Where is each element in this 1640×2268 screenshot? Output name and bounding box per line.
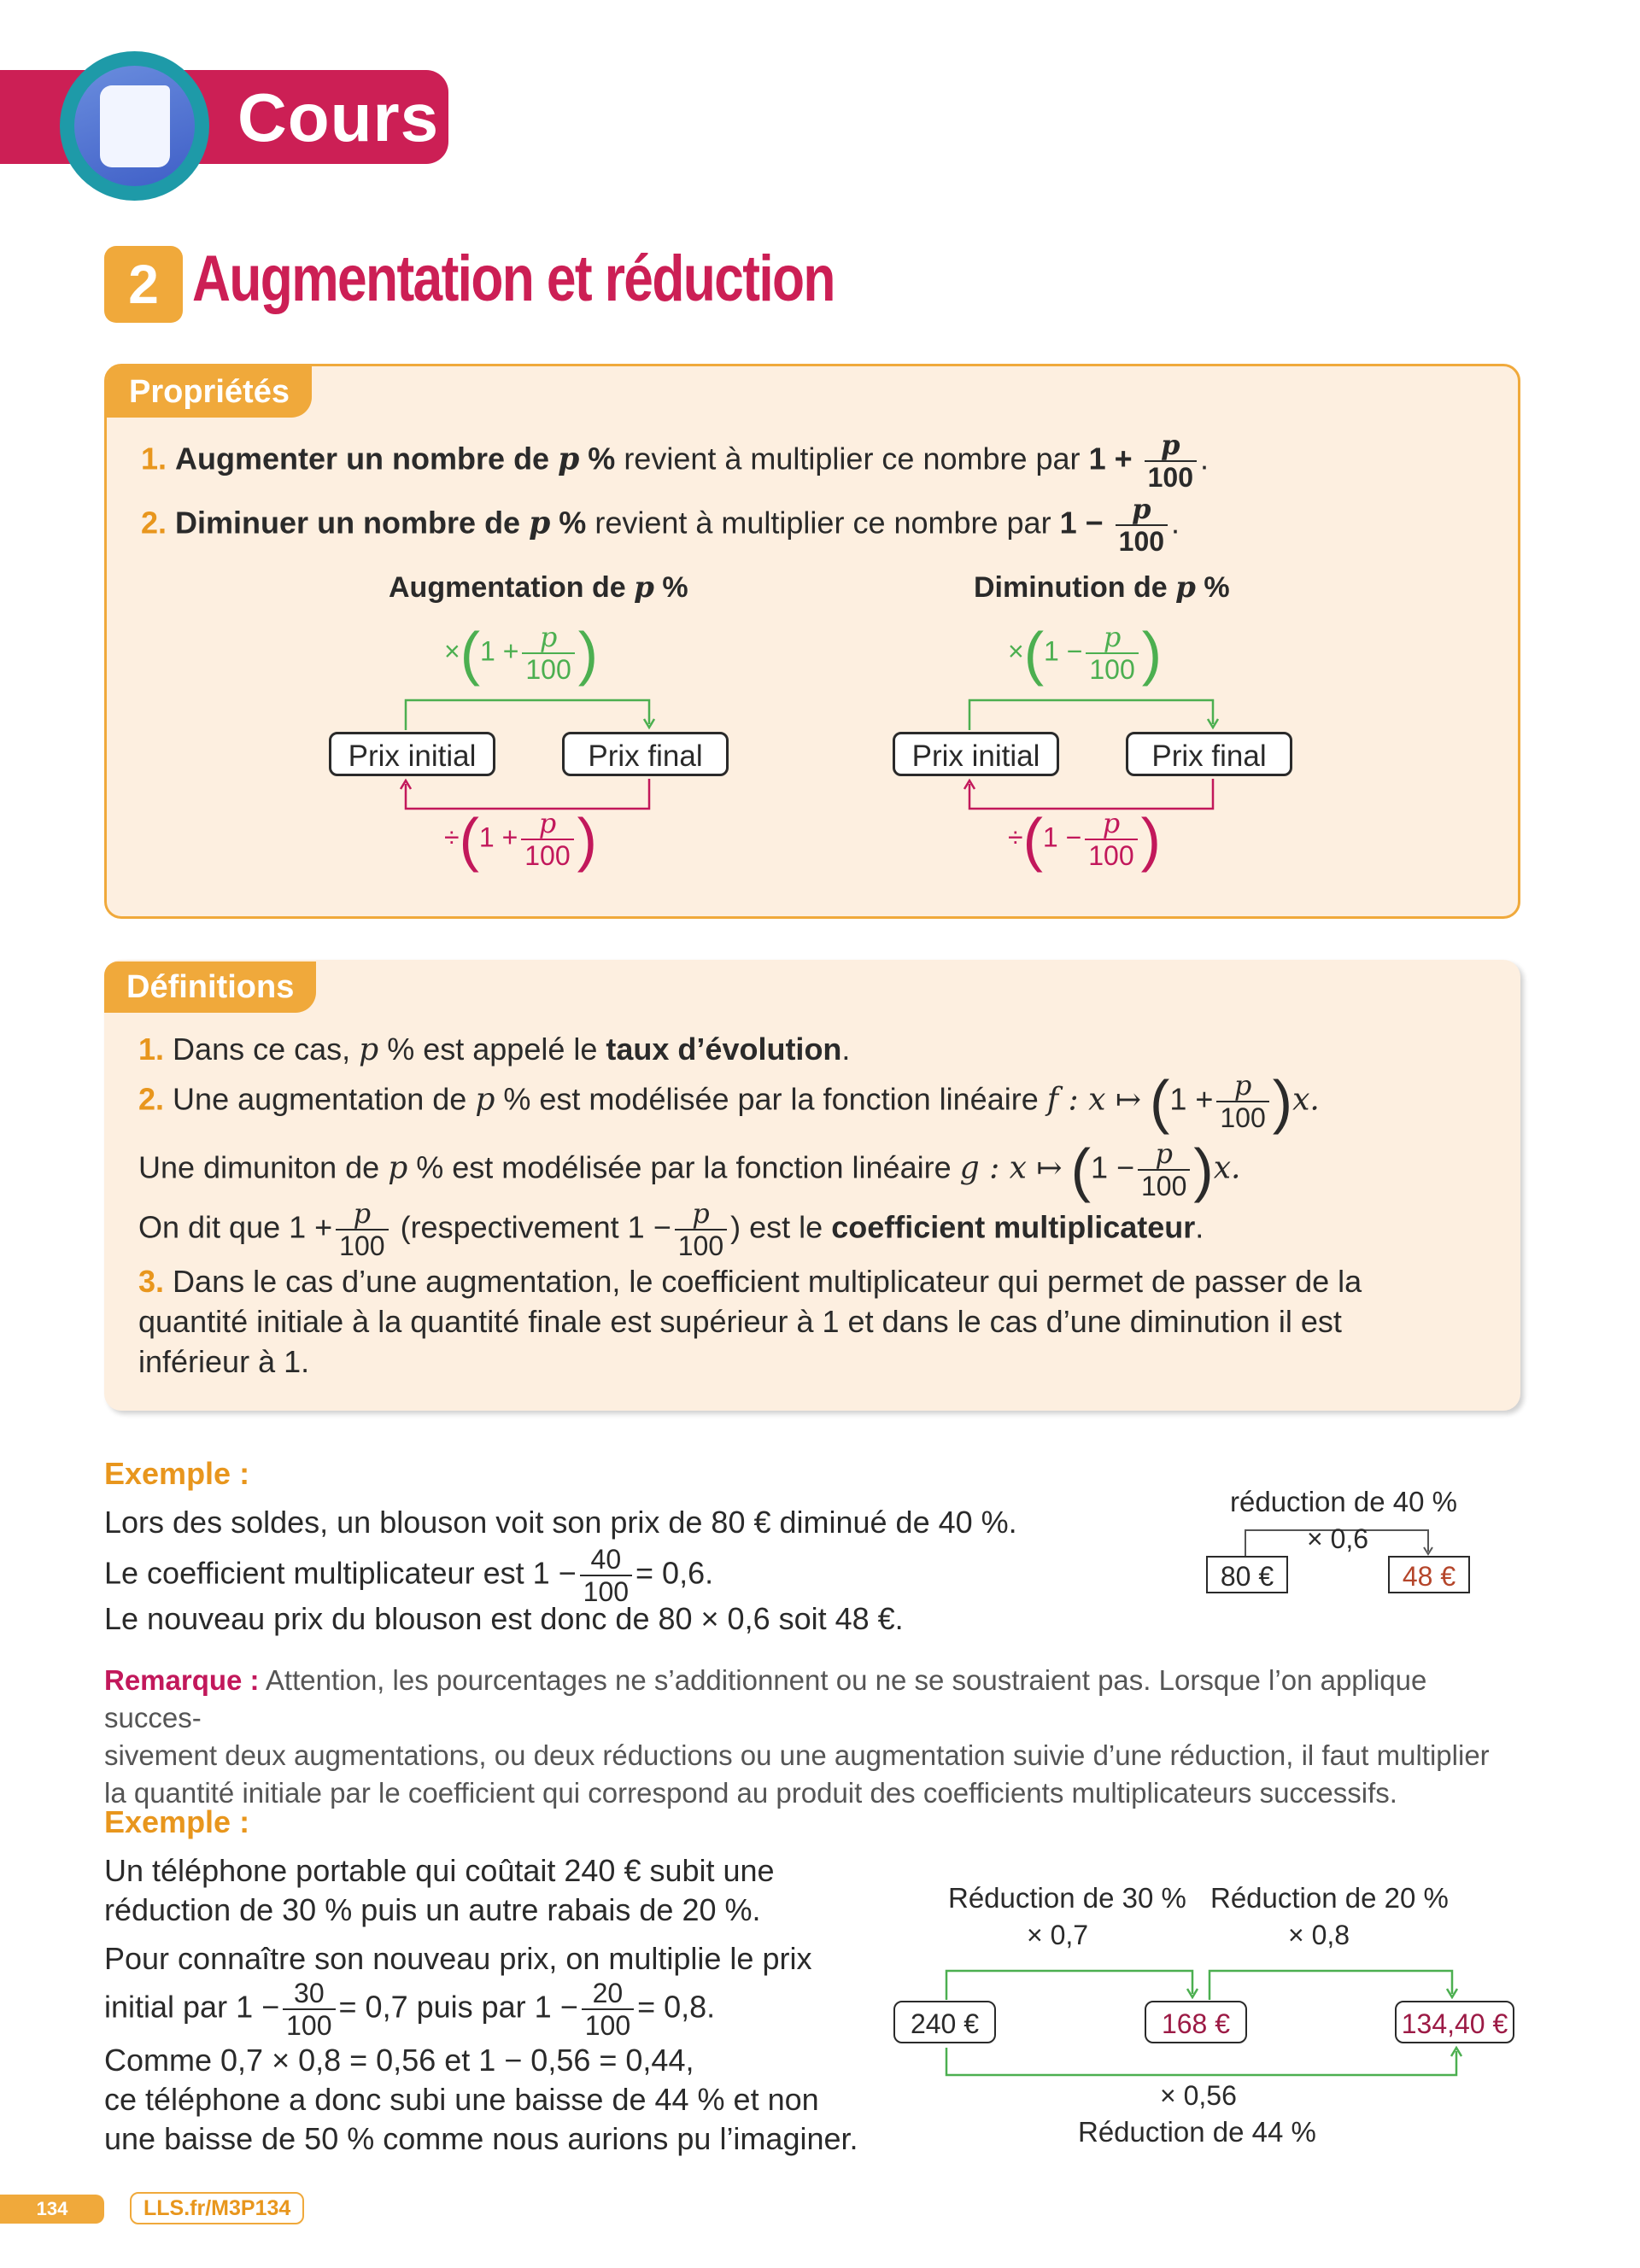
example-1-diagram-title: réduction de 40 % bbox=[1230, 1486, 1458, 1517]
augmentation-bottom-formula: ÷(1 + $\frac{p}{100}$ ) bbox=[444, 806, 597, 873]
example-2-line-3: Pour connaître son nouveau prix, on multiplie le prix bbox=[104, 1941, 812, 1976]
diminution-prix-final: Prix final bbox=[1126, 732, 1292, 776]
diminution-bottom-arrow bbox=[969, 779, 1213, 809]
example-2-box-168: 168 € bbox=[1145, 2001, 1247, 2043]
diminution-top-arrow bbox=[969, 700, 1213, 730]
definition-2c: On dit que 1 + $\frac{p}{100}$ (respectivement 1 − $\frac{p}{100}$ ) est le coefficient multiplicateur. bbox=[138, 1197, 1204, 1261]
example-2-line-7: une baisse de 50 % comme nous aurions pu l’imaginer. bbox=[104, 2121, 858, 2156]
augmentation-top-arrow bbox=[406, 700, 649, 730]
property-1: 1. Augmenter un nombre de p % revient à multiplier ce nombre par 1 + $\frac{p}{100}$ . bbox=[141, 429, 1210, 493]
augmentation-prix-final: Prix final bbox=[562, 732, 729, 776]
example-2-line-2: réduction de 30 % puis un autre rabais de 20 %. bbox=[104, 1892, 761, 1927]
cours-title: Cours bbox=[237, 79, 440, 155]
example-1-to-box: 48 € bbox=[1388, 1556, 1470, 1593]
section-title: Augmentation et réduction bbox=[192, 243, 835, 315]
example-2-box-240: 240 € bbox=[893, 2001, 996, 2043]
example-2-r1-op: × 0,7 bbox=[1027, 1920, 1089, 1950]
example-2-line-1: Un téléphone portable qui coûtait 240 € subit une bbox=[104, 1853, 775, 1888]
example-1-line-2: Le coefficient multiplicateur est 1 − $\frac{40}{100}$ = 0,6. bbox=[104, 1544, 714, 1607]
example2-arrow-2 bbox=[1210, 1971, 1452, 2000]
example2-arrow-total bbox=[946, 2048, 1456, 2075]
example-2-r2-op: × 0,8 bbox=[1288, 1920, 1350, 1950]
property-2: 2. Diminuer un nombre de p % revient à multiplier ce nombre par 1 − $\frac{p}{100}$ . bbox=[141, 493, 1180, 557]
example-2-box-13440: 134,40 € bbox=[1395, 2001, 1514, 2043]
definitions-tag: Définitions bbox=[104, 962, 316, 1013]
example-2-r1-title: Réduction de 30 % bbox=[948, 1882, 1186, 1914]
definition-3-line-1: 3. Dans le cas d’une augmentation, le coefficient multiplicateur qui permet de passer de la bbox=[138, 1264, 1362, 1299]
example-1-diagram-op: × 0,6 bbox=[1307, 1523, 1369, 1554]
example-1-line-3: Le nouveau prix du blouson est donc de 80 × 0,6 soit 48 €. bbox=[104, 1601, 904, 1636]
example-2-total-op: × 0,56 bbox=[1160, 2080, 1237, 2111]
example-2-line-6: ce téléphone a donc subi une baisse de 44 % et non bbox=[104, 2082, 819, 2117]
example-2-r2-title: Réduction de 20 % bbox=[1210, 1882, 1449, 1914]
section-number: 2 bbox=[104, 246, 183, 323]
diminution-top-formula: ×(1 − $\frac{p}{100}$ ) bbox=[1008, 620, 1163, 687]
diagram-diminution-title: Diminution de p % bbox=[974, 570, 1230, 605]
example-2-line-5: Comme 0,7 × 0,8 = 0,56 et 1 − 0,56 = 0,44, bbox=[104, 2043, 694, 2078]
properties-tag: Propriétés bbox=[107, 366, 312, 418]
page-number: 134 bbox=[0, 2195, 104, 2224]
augmentation-top-formula: ×(1 + $\frac{p}{100}$ ) bbox=[444, 620, 599, 687]
definition-3-line-3: inférieur à 1. bbox=[138, 1344, 310, 1379]
definition-3-line-2: quantité initiale à la quantité finale est supérieur à 1 et dans le cas d’une diminution il est bbox=[138, 1304, 1342, 1339]
example-1-label: Exemple : bbox=[104, 1456, 250, 1491]
definition-2: 2. Une augmentation de p % est modélisée par la fonction linéaire f : x ↦ (1 + $\frac{p}{100}$ )x. bbox=[138, 1068, 1320, 1135]
diagram-augmentation-title: Augmentation de p % bbox=[389, 570, 688, 605]
example-2-line-4: initial par 1 − $\frac{30}{100}$ = 0,7 puis par 1 − $\frac{20}{100}$ = 0,8. bbox=[104, 1978, 716, 2041]
example-2-total-title: Réduction de 44 % bbox=[1078, 2116, 1316, 2148]
definition-1: 1. Dans ce cas, p % est appelé le taux d’évolution. bbox=[138, 1032, 851, 1067]
example-2-label: Exemple : bbox=[104, 1804, 250, 1839]
footer-link[interactable]: LLS.fr/M3P134 bbox=[130, 2192, 304, 2224]
example-1-from-box: 80 € bbox=[1206, 1556, 1288, 1593]
augmentation-prix-initial: Prix initial bbox=[329, 732, 495, 776]
example-1-line-1: Lors des soldes, un blouson voit son prix de 80 € diminué de 40 %. bbox=[104, 1505, 1017, 1540]
augmentation-bottom-arrow bbox=[406, 779, 649, 809]
example2-arrow-1 bbox=[946, 1971, 1192, 2000]
remark: Remarque : Attention, les pourcentages ne s’additionnent ou ne se soustraient pas. Lorsque l’on applique succes- sivement deux augmentations, ou deux réductions ou une augmentation suivie d’une réduction, il faut multiplier la quantité initiale par le coefficient qui correspond au produit des coefficients multiplicateurs successifs. bbox=[104, 1664, 1490, 1809]
diminution-bottom-formula: ÷(1 − $\frac{p}{100}$ ) bbox=[1008, 806, 1161, 873]
definition-2b: Une dimuniton de p % est modélisée par la fonction linéaire g : x ↦ (1 − $\frac{p}{100}$ )x. bbox=[138, 1137, 1241, 1203]
diminution-prix-initial: Prix initial bbox=[893, 732, 1059, 776]
